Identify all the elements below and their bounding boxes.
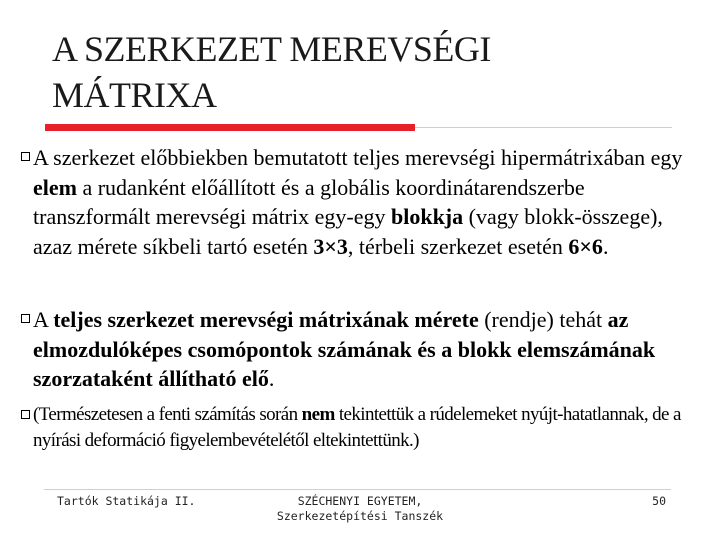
footer-institution-line-2: Szerkezetépítési Tanszék [276,509,444,523]
text-run: (rendje) tehát [478,307,608,332]
bold-term: elem [33,174,77,200]
bold-term: az elmozdulóképes csomópontok számának és a blokk elemszámának szorzataként állítható elő [33,307,656,391]
paragraph-matrix-size [33,305,703,394]
bold-term: 6×6 [568,233,603,259]
footer-divider-line [44,489,671,490]
text-run: (vagy blokk-összege), azaz mérete síkbeli tartó esetén [33,204,663,259]
title-accent-bar [45,124,415,131]
bold-term: 3×3 [313,233,348,259]
text-run: . [602,233,609,259]
square-bullet-icon [21,152,30,161]
square-bullet-icon [21,314,30,323]
text-run: A [33,307,54,332]
text-run: , térbeli szerkezet esetén [347,233,569,259]
text-run: a rudanként előállított és a globális koordinátarendszerbe transzformált merevségi mátrix egy-egy [33,174,585,229]
text-run: A szerkezet előbbiekben bemutatott teljes merevségi hipermátrixában egy [33,145,683,170]
title-line-1: A SZERKEZET MEREVSÉGI [52,29,491,69]
text-run: tekintettük a rúdelemeket nyújt-hatatlannak, de a nyírási deformáció figyelembevételétől eltekintettünk.) [33,404,681,451]
page-number: 50 [652,494,666,508]
square-bullet-icon [21,410,30,419]
paragraph-hypermatrix-element [33,143,703,261]
bold-term: teljes szerkezet merevségi mátrixának mérete [53,307,479,332]
text-run: . [268,366,275,391]
bold-term: blokkja [390,204,464,229]
footer-institution-line-1: SZÉCHENYI EGYETEM, [297,494,423,508]
paragraph-note [33,402,703,454]
title-line-2: MÁTRIXA [52,75,217,115]
footer-course-title: Tartók Statikája II. [57,494,196,508]
bold-term: nem [301,404,335,425]
footer-institution [240,494,480,524]
page-title [52,26,692,118]
text-run: (Természetesen a fenti számítás során [33,404,302,425]
